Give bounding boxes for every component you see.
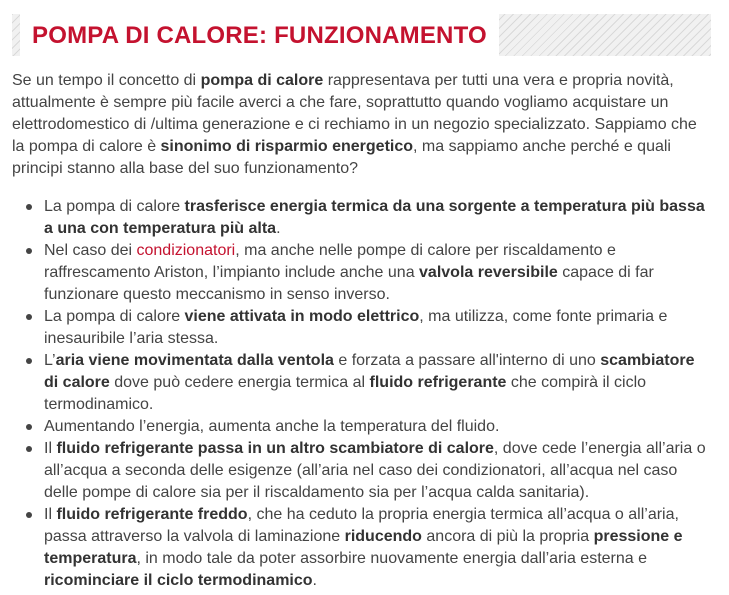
list-item-text: , ma anche nelle pompe di calore per riscaldamento e raffrescamento Ariston, l’impianto include anche una (44, 242, 616, 281)
intro-bold-1: pompa di calore (200, 72, 324, 89)
list-item (12, 438, 712, 504)
list-item-text: La pompa di calore (44, 198, 185, 215)
list-item (12, 416, 712, 438)
list-item-text: , ma utilizza, come fonte primaria e inesauribile l’aria stessa. (44, 308, 668, 347)
list-item-bold: ricominciare il ciclo termodinamico (44, 572, 313, 589)
intro-text-1: Se un tempo il concetto di (12, 72, 201, 89)
list-item-text: , in modo tale da poter assorbire nuovamente energia dall’aria esterna e (136, 550, 648, 567)
list-item-text: Nel caso dei (44, 242, 137, 259)
list-item-bold: scambiatore di calore (44, 352, 695, 391)
list-item-text: dove può cedere energia termica al (109, 374, 370, 391)
list-item-text: che compirà il ciclo termodinamico. (44, 374, 647, 413)
list-item-bold: riducendo (344, 528, 422, 545)
list-item-text: , dove cede l’energia all’aria o all’acqua a seconda delle esigenze (all’aria nel caso dei condizionatori, all’acqua nel caso delle pompe di calore sia per il riscaldamento sia per l’acqua calda sanitaria). (44, 440, 706, 501)
list-item (12, 240, 712, 306)
list-item-text: Aumentando l’energia, aumenta anche la temperatura del fluido. (44, 418, 500, 435)
condizionatori-link[interactable]: condizionatori (136, 242, 236, 259)
intro-text-2: rappresentava per tutti una vera e propria novità, attualmente è sempre più facile averci a che fare, soprattutto quando vogliamo acquistare un elettrodomestico di /ultima generazione e ci rechiamo in un negozio specializzato. Sappiamo che la pompa di calore è (12, 72, 697, 155)
list-item-text: Il (44, 506, 57, 523)
list-item-text: ancora di più la propria (421, 528, 594, 545)
list-item-text: capace di far funzionare questo meccanismo in senso inverso. (44, 264, 654, 303)
list-item-text: . (312, 572, 317, 589)
list-item-text: , che ha ceduto la propria energia termica all’acqua o all’aria, passa attraverso la valvola di laminazione (44, 506, 679, 545)
list-item (12, 196, 712, 240)
section-heading-band (12, 14, 711, 56)
list-item-text: L’ (44, 352, 56, 369)
list-item-bold: trasferisce energia termica da una sorgente a temperatura più bassa a una con temperatura più alta (44, 198, 705, 237)
list-item-text: La pompa di calore (44, 308, 185, 325)
list-item-bold: viene attivata in modo elettrico (184, 308, 420, 325)
list-item-bold: aria viene movimentata dalla ventola (55, 352, 334, 369)
intro-text-3: , ma sappiamo anche perché e quali principi stanno alla base del suo funzionamento? (12, 138, 671, 177)
intro-paragraph (12, 70, 712, 180)
intro-bold-2: sinonimo di risparmio energetico (160, 138, 414, 155)
list-item-bold: pressione e temperatura (44, 528, 683, 567)
bullet-list (12, 196, 712, 592)
list-item-bold: fluido refrigerante passa in un altro scambiatore di calore (56, 440, 494, 457)
list-item (12, 306, 712, 350)
list-item-text: Il (44, 440, 57, 457)
list-item (12, 350, 712, 416)
list-item-bold: fluido refrigerante (369, 374, 507, 391)
list-item (12, 504, 712, 592)
list-item-text: . (276, 220, 281, 237)
section-heading: POMPA DI CALORE: FUNZIONAMENTO (20, 14, 499, 56)
list-item-bold: fluido refrigerante freddo (56, 506, 248, 523)
list-item-bold: valvola reversibile (419, 264, 558, 281)
list-item-text: e forzata a passare all'interno di uno (333, 352, 601, 369)
